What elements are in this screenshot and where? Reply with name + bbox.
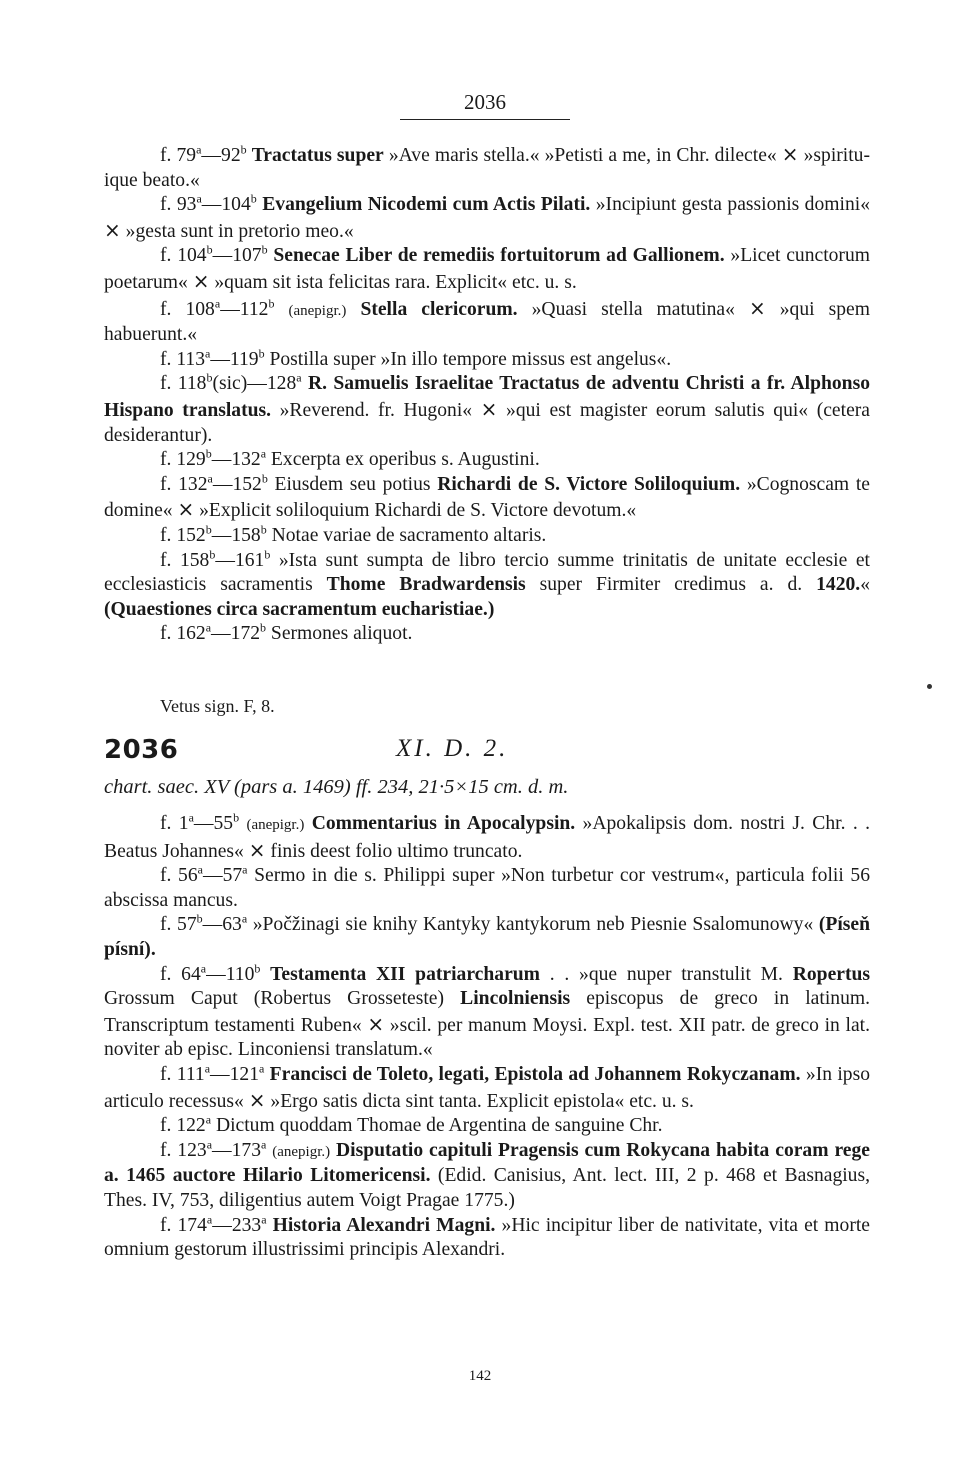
entry-text: Postilla super »In illo tempore missus est angelus«.	[264, 348, 672, 370]
folio-side: a	[206, 1137, 213, 1152]
folio-side: b	[261, 242, 268, 257]
entry-text: Grossum Caput (Robertus Grosseteste)	[104, 988, 461, 1010]
entry-text: Eiusdem seu potius	[267, 473, 438, 495]
entry-text: »spirituique beato.«	[104, 145, 871, 191]
entry-text: —172	[211, 623, 261, 645]
small-note: (anepigr.)	[272, 1143, 331, 1160]
entry-text: —112	[220, 298, 269, 320]
entry-text: Notae variae de sacramento altaris.	[266, 524, 547, 546]
bold-title: (Quaestiones circa sacramentum eucharistiae.)	[104, 598, 495, 620]
entry-text: f. 108	[160, 298, 215, 320]
entry-text	[304, 813, 311, 834]
entry-text: f. 132	[160, 473, 208, 495]
folio-side: b	[233, 810, 240, 825]
entry-text: (Edid. Canisius, Ant. lect. III, 2 p. 468 et Basnagius, Thes. IV, 753, diligentius autem Voigt Pragae 1775.)	[104, 1165, 871, 1211]
entry-text: —63	[202, 914, 242, 936]
codex-number: 2036	[104, 735, 179, 765]
entry-text: f. 104	[160, 245, 207, 267]
catalog-entry	[104, 546, 870, 623]
bold-title: Historia Alexandri Magni.	[272, 1214, 496, 1236]
entry-text: f. 122	[160, 1115, 206, 1137]
catalog-entry	[104, 142, 870, 193]
folio-side: b	[264, 546, 271, 561]
bold-title: 1420.	[816, 574, 861, 596]
ink-dot	[927, 684, 932, 689]
folio-side: a	[260, 446, 267, 461]
cross-separator: ×	[104, 217, 121, 242]
entry-text: »Apokalipsis dom. nostri J. Chr. . . Beatus Johannes«	[104, 813, 870, 862]
catalog-entry	[104, 244, 870, 295]
cross-separator: ×	[248, 1087, 266, 1112]
entry-text: f. 1	[160, 813, 189, 834]
signature-block	[104, 690, 870, 719]
entry-text: —161	[215, 549, 265, 571]
bold-title: Stella clericorum.	[360, 298, 518, 320]
entry-text	[346, 299, 360, 320]
entry-text: f. 123	[160, 1139, 207, 1161]
entry-text: —132	[211, 449, 261, 471]
codex-description: chart. saec. XV (pars a. 1469) ff. 234, 21·5×15 cm. d. m.	[104, 776, 569, 798]
entry-text: episcopus de greco in latinum. Transcriptum testamenti Ruben«	[104, 988, 870, 1036]
entry-text: »Reverend. fr. Hugoni«	[271, 399, 481, 421]
entry-text: —121	[210, 1063, 259, 1085]
cross-separator: ×	[367, 1011, 385, 1036]
entry-text: —110	[206, 963, 255, 985]
catalog-entry	[104, 348, 870, 373]
folio-side: a	[196, 191, 202, 206]
catalog-entry	[104, 1114, 870, 1139]
entry-text: »Licet cunctorum poetarum«	[104, 245, 870, 293]
folio-side: b	[254, 961, 261, 976]
folio-side: b	[260, 522, 267, 537]
entry-text: Sermones aliquot.	[266, 623, 413, 645]
entry-text	[274, 299, 288, 320]
entry-text: f. 158	[160, 549, 210, 571]
entry-text: f. 57	[160, 914, 197, 936]
entry-text: »Ergo satis dicta sint tanta. Explicit epistola« etc. u. s.	[265, 1090, 694, 1112]
bold-title: Evangelium Nicodemi cum Actis Pilati.	[262, 194, 591, 216]
folio-side: a	[204, 1061, 211, 1076]
folio-side: b	[206, 370, 213, 385]
cross-separator: ×	[248, 837, 266, 862]
entry-text: f. 174	[160, 1214, 207, 1236]
entry-text: »Ista sunt sumpta de libro tercio summe trinitatis de unitate ecclesie et ecclesiasticis sacramentis	[104, 549, 870, 596]
folio-side: a	[207, 471, 213, 486]
codex-heading	[104, 735, 870, 775]
entry-text: —119	[210, 348, 259, 370]
small-note: (anepigr.)	[246, 817, 305, 833]
entry-text: —57	[202, 865, 243, 887]
cross-separator: ×	[177, 497, 195, 522]
entry-text: —104	[201, 194, 251, 216]
folio-side: b	[261, 471, 268, 486]
folio-side: a	[214, 296, 221, 311]
entry-text: »Quasi stella matutina«	[517, 298, 749, 320]
cross-separator: ×	[781, 142, 799, 166]
catalog-entry	[104, 448, 870, 473]
catalog-entry	[104, 864, 870, 913]
catalog-entry	[104, 193, 870, 244]
entry-text: —173	[212, 1139, 262, 1161]
entry-text: f. 152	[160, 524, 206, 546]
folio-side: b	[258, 346, 265, 361]
old-signature: Vetus sign. F, 8.	[160, 696, 275, 716]
entry-text: »Incipiunt gesta passionis domini«	[590, 194, 871, 216]
folio-side: a	[241, 911, 248, 926]
entry-text: f. 79	[160, 145, 197, 166]
entry-text: finis deest folio ultimo truncato.	[265, 840, 523, 862]
bold-title: Disputatio capituli Pragensis cum Rokycana habita coram rege a. 1465 auctore Hilario Litomericensi.	[104, 1139, 870, 1187]
entry-text: »gesta sunt in pretorio meo.«	[120, 220, 354, 242]
codex-shelfmark: XI. D. 2.	[396, 735, 509, 762]
folio-side: a	[196, 142, 202, 157]
entry-text: f. 113	[160, 348, 205, 370]
small-note: (anepigr.)	[288, 302, 347, 319]
bold-title: (Píseň písní).	[104, 914, 871, 960]
bold-title: Commentarius in Apocalypsin.	[311, 813, 576, 834]
folio-side: a	[205, 1112, 212, 1127]
page-footer-number: 142	[468, 1368, 492, 1384]
folio-side: b	[268, 296, 275, 311]
entry-text: Sermo in die s. Philippi super »Non turbetur cor vestrum«, particula folii 56 abscissa mancus.	[104, 865, 871, 911]
page-header-number: 2036	[400, 90, 570, 120]
entry-text: Excerpta ex operibus s. Augustini.	[266, 449, 540, 471]
entry-text: (sic)—128	[212, 373, 297, 395]
entry-text: »Ave maris stella.« »Petisti a me, in Chr. dilecte«	[383, 145, 782, 166]
folio-side: a	[261, 1211, 267, 1226]
catalog-entry	[104, 524, 870, 549]
entry-text: —92	[201, 145, 241, 166]
entry-text: f. 111	[160, 1063, 205, 1085]
folio-side: a	[205, 620, 212, 635]
entry-text: —152	[212, 473, 262, 495]
folio-side: b	[196, 911, 203, 926]
entry-text: Dictum quoddam Thomae de Argentina de sanguine Chr.	[211, 1115, 663, 1137]
entry-text: »Explicit soliloquium Richardi de S. Victore devotum.«	[194, 500, 637, 522]
entry-text: f. 56	[160, 865, 198, 887]
folio-side: b	[205, 446, 212, 461]
entry-text: —158	[211, 524, 261, 546]
entry-text: »quam sit ista felicitas rara. Explicit« etc. u. s.	[209, 271, 577, 293]
folio-side: b	[205, 522, 212, 537]
bold-title: Francisci de Toleto, legati, Epistola ad Johannem Rokyczanam.	[269, 1063, 801, 1085]
entry-text: »Počžinagi sie knihy Kantyky kantykorum neb Piesnie Ssalomunowy«	[247, 914, 819, 936]
entry-text: —233	[212, 1214, 262, 1236]
entry-text: super Firmiter credimus a. d.	[525, 574, 817, 596]
folio-side: a	[206, 1211, 213, 1226]
entry-text: f. 162	[160, 623, 206, 645]
entry-text: »scil. per manum Moysi. Expl. test. XII patr. de greco in lat. noviter ab episc. Linconiensi translatum.«	[104, 1014, 870, 1061]
folio-side: a	[197, 862, 203, 877]
catalog-entry	[104, 1139, 870, 1214]
folio-side: b	[206, 242, 213, 257]
folio-side: a	[259, 1061, 265, 1076]
entry-text: —107	[212, 245, 262, 267]
entry-text: »Cognoscam te domine«	[104, 473, 870, 522]
bold-title: R. Samuelis Israelitae Tractatus de adventu Christi a fr. Alphonso Hispano translatus.	[104, 373, 870, 421]
catalog-entry	[104, 473, 870, 524]
entry-text: »qui spem habuerunt.«	[104, 298, 870, 346]
entry-text: »In ipso articulo recessus«	[104, 1063, 870, 1112]
catalog-entry	[104, 1211, 870, 1263]
catalog-entry	[104, 296, 870, 348]
entries-bottom	[104, 812, 870, 1263]
bold-title: Ropertus	[792, 963, 871, 985]
catalog-entry	[104, 372, 870, 448]
bold-title: Testamenta XII patriarcharum	[270, 963, 540, 985]
bold-title: Tractatus super	[251, 145, 384, 166]
folio-side: b	[260, 620, 267, 635]
catalog-entry	[104, 622, 870, 647]
entry-text	[260, 964, 270, 985]
folio-side: b	[209, 546, 216, 561]
folio-side: a	[296, 370, 302, 385]
folio-side: a	[188, 810, 194, 825]
catalog-entry	[104, 963, 870, 1063]
catalog-entry	[104, 812, 870, 864]
cross-separator: ×	[480, 396, 498, 421]
bold-title: Senecae Liber de remediis fortuitorum ad Gallionem.	[273, 245, 725, 267]
entry-text: »Hic incipitur liber de nativitate, vita et morte omnium gestorum illustrissimi principis Alexandri.	[104, 1214, 870, 1261]
bold-title: Lincolniensis	[460, 988, 571, 1010]
cross-separator: ×	[748, 295, 766, 320]
entry-text: f. 93	[160, 194, 197, 216]
entry-text: f. 118	[160, 373, 207, 395]
entry-text: . . »que nuper transtulit M.	[539, 963, 793, 985]
entries-top	[104, 142, 870, 647]
entry-text: f. 64	[160, 963, 201, 985]
cross-separator: ×	[192, 268, 210, 293]
catalog-entry	[104, 913, 870, 962]
catalog-entry	[104, 1063, 870, 1114]
entry-text: «	[860, 574, 870, 596]
folio-side: a	[205, 346, 211, 361]
bold-title: Thome Bradwardensis	[326, 574, 526, 596]
bold-title: Richardi de S. Victore Soliloquium.	[437, 473, 741, 495]
entry-text: f. 129	[160, 449, 206, 471]
entry-text: »qui est magister eorum salutis qui« (cetera desiderantur).	[104, 399, 870, 446]
folio-side: b	[240, 142, 247, 157]
folio-side: b	[250, 191, 257, 206]
folio-side: a	[242, 862, 248, 877]
folio-side: a	[200, 961, 207, 976]
folio-side: a	[261, 1137, 267, 1152]
entry-text: —55	[193, 813, 234, 834]
